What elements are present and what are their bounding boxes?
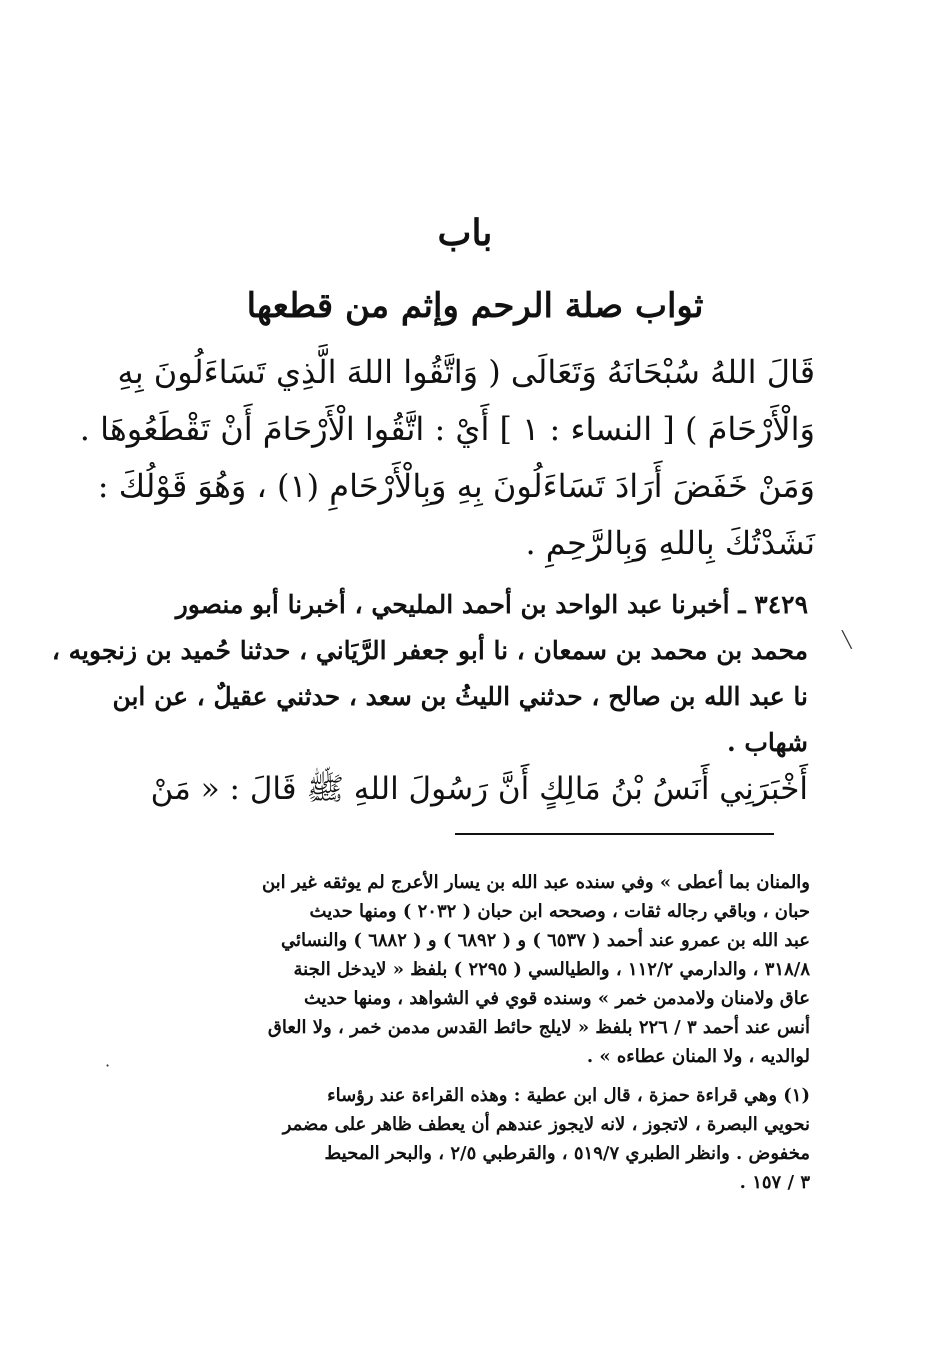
footnote-line: ٣ / ١٥٧ .: [739, 1172, 810, 1193]
footnote-line: أنس عند أحمد ٣ / ٢٢٦ بلفظ « لايلج حائط القدس مدمن خمر ، ولا العاق: [267, 1017, 810, 1038]
footnote-line: لوالديه ، ولا المنان عطاءه » .: [586, 1046, 810, 1067]
quran-intro-line: وَالْأَرْحَامَ ) [ النساء : ١ ] أَيْ : اتَّقُوا الْأَرْحَامَ أَنْ تَقْطَعُوهَا .: [79, 410, 815, 448]
footnote-line: والمنان بما أعطى » وفي سنده عبد الله بن يسار الأعرج لم يوثقه غير ابن: [261, 872, 810, 893]
chapter-label: باب: [437, 212, 493, 254]
footnote-line: (١) وهي قراءة حمزة ، قال ابن عطية : وهذه القراءة عند رؤساء: [327, 1085, 810, 1106]
footnote-gap: [130, 1071, 810, 1081]
footnote-line: عاق ولامنان ولامدمن خمر » وسنده قوي في الشواهد ، ومنها حديث: [303, 988, 810, 1009]
isnad-line: محمد بن محمد بن سمعان ، نا أبو جعفر الرَّيَاني ، حدثنا حُميد بن زنجويه ،: [51, 636, 808, 665]
footnote-line: عبد الله بن عمرو عند أحمد ( ٦٥٣٧ ) و ( ٦٨٩٢ ) و ( ٦٨٨٢ ) والنسائي: [280, 930, 810, 951]
footnote-separator: [455, 833, 774, 835]
quran-intro-line: نَشَدْتُكَ بِاللهِ وَبِالرَّحِمِ .: [525, 524, 815, 562]
chapter-title: ثواب صلة الرحم وإثم من قطعها: [246, 286, 704, 326]
quran-intro-line: وَمَنْ خَفَضَ أَرَادَ تَسَاءَلُونَ بِهِ وَبِالْأَرْحَامِ (١) ، وَهُوَ قَوْلُكَ :: [97, 467, 815, 505]
isnad-line: شهاب .: [726, 728, 808, 757]
hadith-matn: أَخْبَرَنِي أَنَسُ بْنُ مَالِكٍ أَنَّ رَسُولَ اللهِ ﷺ قَالَ : « مَنْ: [150, 771, 808, 807]
quran-intro: [79, 344, 815, 572]
footnotes: [130, 868, 810, 1197]
hadith-isnad: [51, 582, 808, 766]
isnad-line: نا عبد الله بن صالح ، حدثني الليثُ بن سعد ، حدثني عقيلٌ ، عن ابن: [112, 682, 808, 711]
footnote-line: مخفوض . وانظر الطبري ٥١٩/٧ ، والقرطبي ٢/٥ ، والبحر المحيط: [324, 1143, 810, 1164]
footnote-line: نحويي البصرة ، لاتجوز ، لانه لايجوز عندهم أن يعطف ظاهر على مضمر: [282, 1114, 810, 1135]
isnad-line: ٣٤٢٩ ـ أخبرنا عبد الواحد بن أحمد المليحي ، أخبرنا أبو منصور: [175, 590, 808, 619]
margin-stroke: ╲: [842, 630, 852, 649]
footnote-line: حبان ، وباقي رجاله ثقات ، وصححه ابن حبان ( ٢٠٣٢ ) ومنها حديث: [309, 901, 810, 922]
quran-intro-line: قَالَ اللهُ سُبْحَانَهُ وَتَعَالَى ( وَاتَّقُوا اللهَ الَّذِي تَسَاءَلُونَ بِهِ: [117, 353, 815, 391]
margin-dot: ·: [105, 1056, 111, 1075]
footnote-line: ٣١٨/٨ ، والدارمي ١١٢/٢ ، والطيالسي ( ٢٢٩٥ ) بلفظ « لايدخل الجنة: [293, 959, 810, 980]
